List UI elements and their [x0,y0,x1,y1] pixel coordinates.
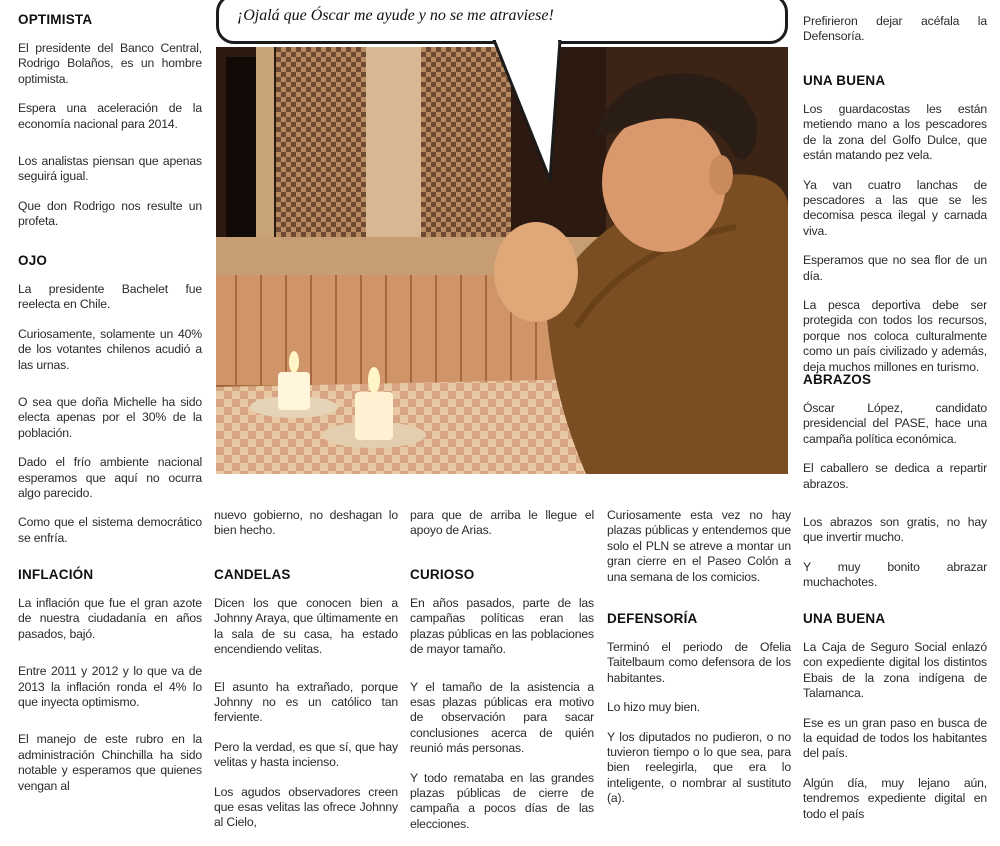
paragraph: Curiosamente esta vez no hay plazas públicas y entendemos que solo el PLN se atreve a montar un gran cierre en el Paseo Colón a una semana de los comicios. [607,508,791,584]
paragraph: Lo hizo muy bien. [607,700,700,715]
paragraph: Los agudos observadores creen que esas velitas las ofrece Johnny al Cielo, [214,784,398,830]
section-continuation [803,14,987,59]
paragraph: Curiosamente, solamente un 40% de los votantes chilenos acudió a las urnas. [18,326,202,372]
man-hands [494,222,578,322]
section-title: ABRAZOS [803,372,872,387]
paragraph: Espera una aceleración de la economía nacional para 2014. [18,101,202,131]
paragraph: El caballero se dedica a repartir abrazos. [803,461,987,491]
section-inflacion [18,567,202,808]
paragraph: El asunto ha extrañado, porque Johnny no es un católico tan ferviente. [214,679,398,725]
section-optimista [18,12,202,244]
section-una-buena-1 [803,73,987,389]
bubble-quote: ¡Ojalá que Óscar me ayude y no se me atraviese! [237,7,554,24]
paragraph: Y todo remataba en las grandes plazas públicas de cierre de campaña a pocos días de las elecciones. [410,770,594,831]
curtain-left [276,47,366,242]
paragraph: El manejo de este rubro en la administración Chinchilla ha sido notable y esperamos que quienes vengan al [18,732,202,793]
section-title: CURIOSO [410,567,475,582]
paragraph: Entre 2011 y 2012 y lo que va de 2013 la inflación ronda el 4% lo que inyecta optimismo. [18,664,202,710]
man-face [602,112,726,252]
section-curioso [410,567,594,846]
section-una-buena-2 [803,611,987,836]
section-title: INFLACIÓN [18,567,94,582]
paragraph: O sea que doña Michelle ha sido electa apenas por el 30% de la población. [18,395,202,440]
paragraph: para que de arriba le llegue el apoyo de Arias. [410,508,594,538]
paragraph: Y los diputados no pudieron, o no tuvieron tiempo o lo que sea, para bien reelegirla, que era lo inteligente, o nombrar al sustituto (a). [607,729,791,806]
section-title: UNA BUENA [803,611,886,626]
paragraph: nuevo gobierno, no deshagan lo bien hecho. [214,508,398,538]
paragraph: La pesca deportiva debe ser protegida con todos los recursos, porque nos coloca culturalmente como un país civilizado y además, deja muchos millones en turismo. [803,298,987,374]
paragraph: La presidente Bachelet fue reelecta en Chile. [18,282,202,312]
paragraph: Y el tamaño de la asistencia a esas plazas públicas era motivo de observación para sacar conclusiones acerca de quién reunió más personas. [410,679,594,756]
section-continuation [607,508,791,599]
paragraph: Los analistas piensan que apenas seguirá igual. [18,154,202,184]
paragraph: Terminó el periodo de Ofelia Taitelbaum como defensora de los habitantes. [607,640,791,685]
paragraph: Prefirieron dejar acéfala la Defensoría. [803,14,987,44]
paragraph: La Caja de Seguro Social enlazó con expediente digital los distintos Ebais de la zona indígena de Talamanca. [803,640,987,701]
section-ojo [18,253,202,560]
candle [278,372,310,410]
speech-bubble [216,0,788,44]
candle-flame [368,367,380,393]
section-title: CANDELAS [214,567,291,582]
section-title: DEFENSORÍA [607,611,698,626]
speech-bubble-tail [490,40,580,185]
section-candelas [214,567,398,845]
section-title: OPTIMISTA [18,12,93,27]
section-title: OJO [18,253,48,268]
paragraph: Los abrazos son gratis, no hay que invertir mucho. [803,515,987,545]
paragraph: Los guardacostas les están metiendo mano a los pescadores de la zona del Golfo Dulce, que están matando pez vela. [803,102,987,163]
candle-flame [289,351,299,373]
paragraph: Dado el frío ambiente nacional esperamos que aquí no ocurra algo parecido. [18,455,202,501]
paragraph: Pero la verdad, es que sí, que hay velitas y hasta incienso. [214,739,398,770]
section-title: UNA BUENA [803,73,886,88]
paragraph: Ese es un gran paso en busca de la equidad de todos los habitantes del país. [803,715,987,761]
section-continuation [410,508,594,553]
section-defensoria [607,611,791,821]
paragraph: Esperamos que no sea flor de un día. [803,253,987,283]
paragraph: Y muy bonito abrazar muchachotes. [803,559,987,590]
candle [355,392,393,440]
paragraph: Algún día, muy lejano aún, tendremos expediente digital en todo el país [803,775,987,821]
paragraph: Como que el sistema democrático se enfría. [18,515,202,545]
paragraph: Óscar López, candidato presidencial del PASE, hace una campaña política económica. [803,401,987,446]
paragraph: Que don Rodrigo nos resulte un profeta. [18,198,202,229]
paragraph: La inflación que fue el gran azote de nuestra ciudadanía en años pasados, bajó. [18,596,202,641]
paragraph: Ya van cuatro lanchas de pescadores a las que se les decomisa pesca ilegal y carnada viva. [803,177,987,238]
section-continuation [214,508,398,553]
paragraph: El presidente del Banco Central, Rodrigo Bolaños, es un hombre optimista. [18,41,202,86]
man-ear [709,155,733,195]
paragraph: En años pasados, parte de las campañas políticas eran las plazas públicas en las poblaciones de mayor tamaño. [410,596,594,657]
paragraph: Dicen los que conocen bien a Johnny Araya, que últimamente en la sala de su casa, ha estado encendiendo velitas. [214,596,398,657]
section-abrazos [803,372,987,605]
